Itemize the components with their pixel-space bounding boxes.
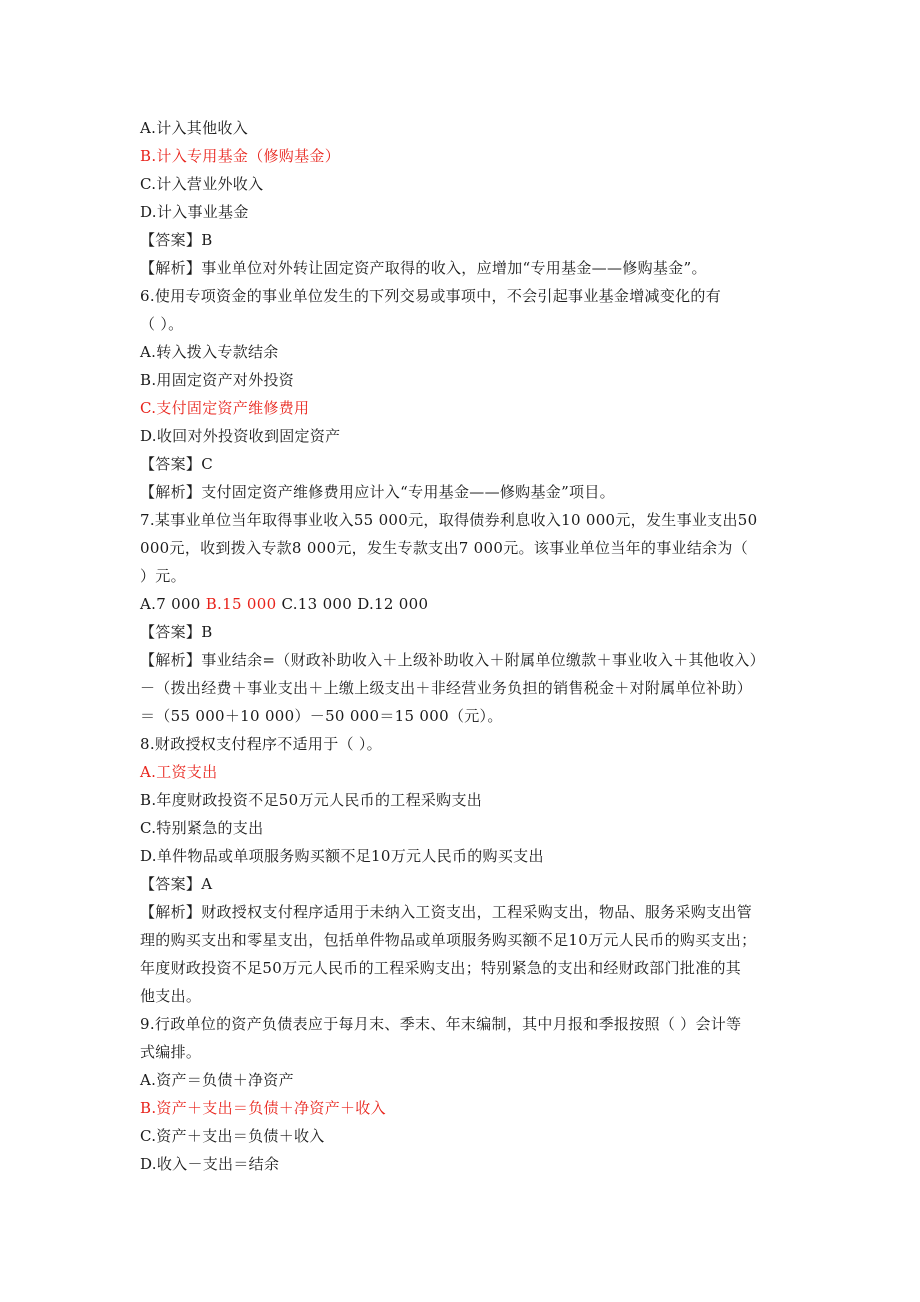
option-line: A.计入其他收入 bbox=[140, 119, 249, 137]
answer-line: 【答案】A bbox=[140, 875, 213, 893]
correct-option-b: B.15 000 bbox=[205, 595, 277, 613]
explanation-line: 【解析】事业单位对外转让固定资产取得的收入，应增加“专用基金——修购基金”。 bbox=[140, 259, 707, 277]
question-line: 9.行政单位的资产负债表应于每月末、季末、年末编制，其中月报和季报按照（ ）会计等 bbox=[140, 1015, 742, 1033]
question-line: 6.使用专项资金的事业单位发生的下列交易或事项中，不会引起事业基金增减变化的有 bbox=[140, 287, 722, 305]
option-line: B.年度财政投资不足50万元人民币的工程采购支出 bbox=[140, 791, 483, 809]
option-line: D.收入－支出＝结余 bbox=[140, 1155, 280, 1173]
option-d: D.12 000 bbox=[357, 595, 429, 613]
correct-option-line: B.资产＋支出＝负债＋净资产＋收入 bbox=[140, 1099, 386, 1117]
option-line: A.转入拨入专款结余 bbox=[140, 343, 279, 361]
question-line: 8.财政授权支付程序不适用于（ ）。 bbox=[140, 735, 382, 753]
option-line: C.资产＋支出＝负债＋收入 bbox=[140, 1127, 325, 1145]
option-line: D.收回对外投资收到固定资产 bbox=[140, 427, 341, 445]
option-line: D.计入事业基金 bbox=[140, 203, 249, 221]
explanation-line: 【解析】事业结余=（财政补助收入＋上级补助收入＋附属单位缴款＋事业收入＋其他收入） bbox=[140, 651, 765, 669]
question-line: 000元，收到拨入专款8 000元，发生专款支出7 000元。该事业单位当年的事业结余为（ bbox=[140, 539, 749, 557]
option-line: D.单件物品或单项服务购买额不足10万元人民币的购买支出 bbox=[140, 847, 544, 865]
correct-option-line: B.计入专用基金（修购基金） bbox=[140, 147, 340, 165]
option-a: A.7 000 bbox=[140, 595, 201, 613]
option-line: C.计入营业外收入 bbox=[140, 175, 264, 193]
correct-option-line: C.支付固定资产维修费用 bbox=[140, 399, 310, 417]
explanation-line: －（拨出经费＋事业支出＋上缴上级支出＋非经营业务负担的销售税金＋对附属单位补助） bbox=[140, 679, 753, 697]
explanation-line: 年度财政投资不足50万元人民币的工程采购支出；特别紧急的支出和经财政部门批准的其 bbox=[140, 959, 742, 977]
option-line: A.资产＝负债＋净资产 bbox=[140, 1071, 294, 1089]
options-inline-line bbox=[140, 590, 790, 618]
answer-line: 【答案】B bbox=[140, 231, 213, 249]
question-line: 式编排。 bbox=[140, 1043, 202, 1061]
option-line: C.特别紧急的支出 bbox=[140, 819, 264, 837]
option-line: B.用固定资产对外投资 bbox=[140, 371, 295, 389]
question-line: ）元。 bbox=[140, 567, 186, 585]
correct-option-line: A.工资支出 bbox=[140, 763, 218, 781]
answer-line: 【答案】B bbox=[140, 623, 213, 641]
explanation-line: 理的购买支出和零星支出，包括单件物品或单项服务购买额不足10万元人民币的购买支出； bbox=[140, 931, 757, 949]
answer-line: 【答案】C bbox=[140, 455, 213, 473]
explanation-line: 【解析】支付固定资产维修费用应计入“专用基金——修购基金”项目。 bbox=[140, 483, 615, 501]
option-c: C.13 000 bbox=[281, 595, 353, 613]
question-line: （ ）。 bbox=[140, 315, 184, 333]
question-line: 7.某事业单位当年取得事业收入55 000元，取得债券利息收入10 000元，发生事业支出50 bbox=[140, 511, 758, 529]
explanation-line: 他支出。 bbox=[140, 987, 202, 1005]
explanation-line: 【解析】财政授权支付程序适用于未纳入工资支出，工程采购支出，物品、服务采购支出管 bbox=[140, 903, 753, 921]
explanation-line: ＝（55 000＋10 000）－50 000＝15 000（元）。 bbox=[140, 707, 503, 725]
